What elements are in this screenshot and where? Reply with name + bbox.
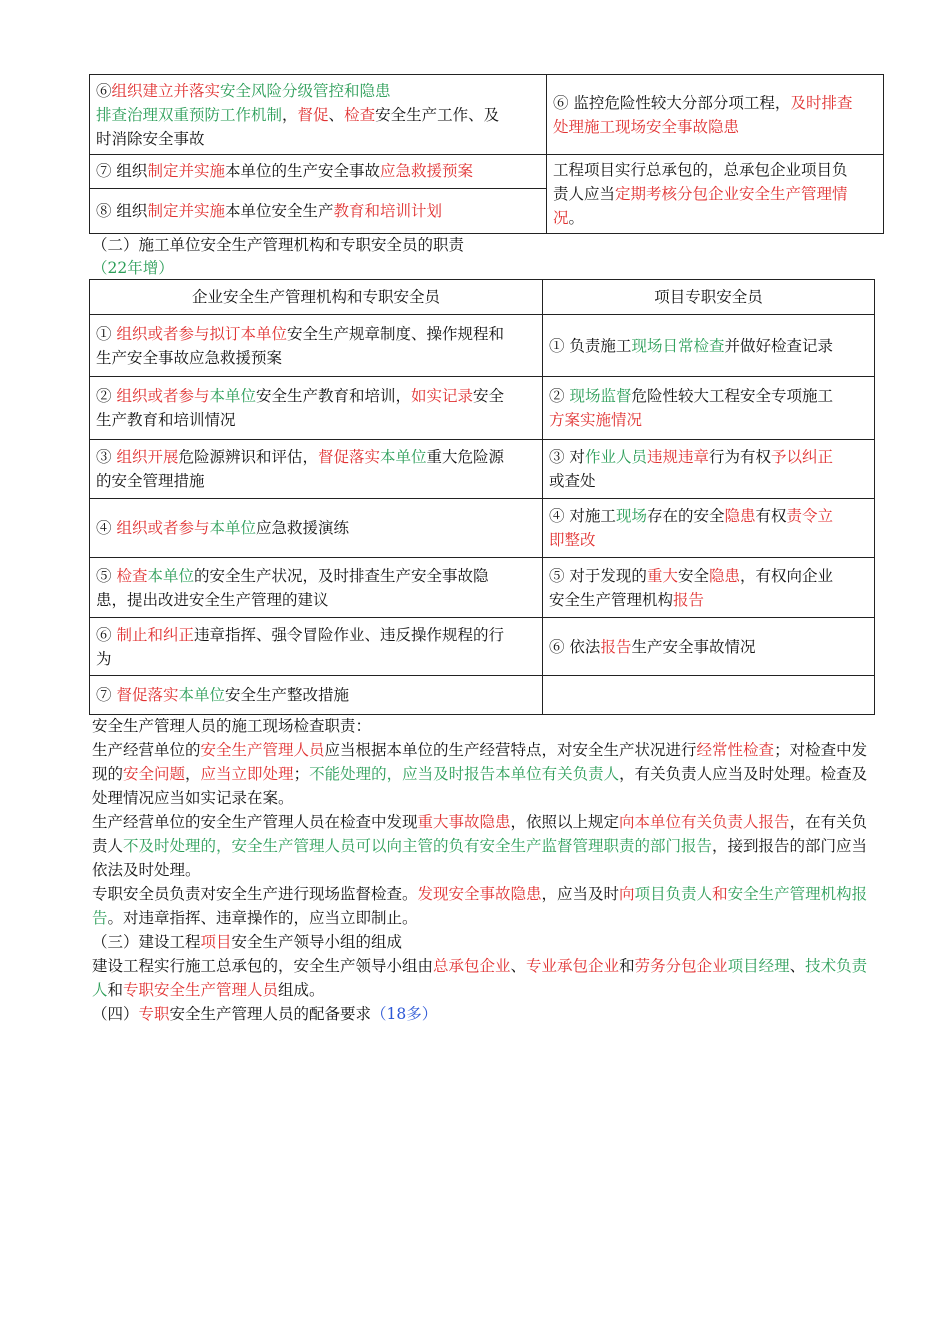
text-segment: 制定并实施 [147,201,225,220]
text-segment: 不及时处理的，安全生产管理人员可以向主管的负有安全生产监督管理职责的部门报告 [123,837,713,855]
text-segment: 组成。 [278,981,325,999]
text-segment: 重大危险源 [426,448,505,466]
text-segment: 为 [96,649,112,668]
section4-title [92,1002,882,1026]
text-segment: ⑥ 依法 [549,637,601,656]
text-segment: 重大事故隐患 [417,813,511,831]
cell-line [96,408,536,432]
text-segment: ⑥ [96,625,117,644]
text-segment: 项目 [200,933,232,951]
text-segment: 。对违章指挥、违章操作的，应当立即制止。 [107,909,418,927]
cell-line [549,408,868,432]
text-segment: 安全生产管理机构报告 [92,885,868,927]
cell-line [549,469,868,493]
text-segment: 况 [553,209,569,227]
text-segment: 安全生产整改措施 [224,686,349,704]
table2-cell [543,558,875,618]
table2-cell [90,676,543,715]
text-segment: 及时排查 [790,93,853,112]
paragraph-major-hazard [92,810,882,882]
text-segment: 隐患 [724,507,756,525]
cell-line [553,206,877,230]
cell-line [96,127,540,151]
text-segment: 本单位 [379,448,427,466]
text-segment: 应急救援演练 [255,519,349,537]
text-segment: 应急救援预案 [379,162,473,181]
text-segment: 本单位 [178,686,225,704]
text-segment: 和 [712,885,728,903]
text-segment: 专职安全生产管理人员 [123,981,279,999]
paragraph-inspection-title [92,714,882,738]
text-segment: 存在的安全 [646,507,725,525]
text-segment: 检查 [116,566,148,585]
text-segment: 安全问题 [123,765,186,783]
text-segment: 安全生产工作、及 [375,105,500,124]
text-segment: ， [282,105,298,124]
text-segment: 教育和培训计划 [333,201,442,220]
text-segment: ③ 对 [549,448,585,466]
text-segment: 方案实施情况 [549,411,643,429]
text-segment: 的安全生产状况，及时排查生产安全事故隐 [193,566,489,585]
text-segment: ① [96,324,117,343]
text-segment: ④ [96,519,117,537]
text-segment: ， [185,765,201,783]
text-segment: 督促落实 [317,448,380,466]
text-segment: ② [549,387,570,405]
text-segment: 应当根据本单位的生产经营特点，对安全生产状况进行 [324,741,697,759]
cell-line [549,384,868,408]
cell-line [96,79,540,103]
cell-line [96,103,540,127]
text-segment: ；对检查中发现的 [92,741,868,783]
text-segment: 、 [789,957,806,975]
cell-line [549,588,868,612]
text-segment: 、 [328,105,345,124]
text-segment: 向 [619,885,635,903]
table2-header-project: 项目专职安全员 [543,280,875,315]
text-segment: 违章指挥、强令冒险作业、违反操作规程的行 [193,625,504,644]
text-segment: 组织开展 [116,448,179,466]
text-segment: 安全生产管理人员 [200,741,325,759]
text-segment: ，依照以上规定 [510,813,620,831]
cell-line [549,445,868,469]
text-segment: ⑤ [96,566,117,585]
cell-line [96,445,536,469]
text-segment: 建设工程实行施工总承包的，安全生产领导小组由 [92,957,434,975]
table1-cell [90,188,547,233]
text-segment: 组织或者参与 [116,519,210,537]
body-text [92,714,882,1026]
paragraph-safety-officer [92,882,882,930]
text-segment: ⑧ 组织 [96,201,148,220]
text-segment: 经常性检查 [696,741,775,759]
text-segment: ⑥ [96,81,112,100]
text-segment: ，接到报告的部门应当依法及时处理。 [92,837,868,879]
text-segment: 有权 [755,507,787,525]
text-segment: 重大 [646,566,678,585]
text-segment: 本单位 [209,519,256,537]
text-segment: 危险源辨识和评估， [178,448,318,466]
text-segment: 并做好检查记录 [724,336,833,355]
cell-line [553,91,877,115]
text-segment: 检查 [344,105,376,124]
text-segment: ，有权向企业 [739,566,833,585]
text-segment: 制止和纠正 [116,625,194,644]
table1-cell [547,75,884,155]
cell-line [553,115,877,139]
text-segment: 处理施工现场安全事故隐患 [553,117,740,136]
text-segment: 生产安全事故应急救援预案 [96,348,283,367]
text-segment: 安全 [473,387,505,405]
table1-cell [90,75,547,155]
table2-cell [543,315,875,377]
text-segment: 如实记录 [410,387,473,405]
text-segment: 排查治理双重预防工作机制 [96,105,283,124]
table2-cell-empty [543,676,875,715]
text-segment: 项目负责人 [634,885,713,903]
text-segment: ① 负责施工 [549,336,632,355]
text-segment: ② [96,387,117,405]
table1-cell [547,155,884,234]
text-segment: 劳务分包企业 [634,957,728,975]
text-segment: 本单位 [209,387,256,405]
cell-line [96,623,536,647]
text-segment: 安全生产管理人员的配备要求 [169,1005,372,1023]
text-segment: 生产经营单位的安全生产管理人员在检查中发现 [92,813,418,831]
duties-table-1 [89,74,884,234]
text-segment: 不能处理的，应当及时报告本单位有关负责人 [309,765,620,783]
text-segment: （18多） [371,1005,438,1023]
table1-cell [90,155,547,189]
section2-note: （22年增） [92,259,174,277]
text-segment: ⑦ 组织 [96,162,148,181]
text-segment: 向本单位有关负责人报告 [619,813,790,831]
paragraph-leading-group [92,954,882,1002]
table2-cell [90,499,543,558]
text-segment: 隐患 [708,566,740,585]
text-segment: ⑤ 对于发现的 [549,566,647,585]
text-segment: 本单位的生产安全事故 [224,162,380,181]
duties-table-2 [89,279,875,715]
text-segment: 本单位 [147,566,194,585]
section2-title: （二）施工单位安全生产管理机构和专职安全员的职责 [92,236,465,254]
table2-header-enterprise: 企业安全生产管理机构和专职安全员 [90,280,543,315]
text-segment: ； [293,765,310,783]
text-segment: ，在有关负责人 [92,813,868,855]
text-segment: 专业承包企业 [526,957,620,975]
text-segment: 责人应当 [553,185,616,203]
text-segment: 安全生产管理机构 [549,590,674,609]
cell-line [553,182,877,206]
table2-cell [90,558,543,618]
text-segment: 生产教育和培训情况 [96,411,236,429]
cell-line [96,159,540,183]
cell-line [96,564,536,588]
text-segment: 行为有权 [708,448,771,466]
cell-line [96,469,536,493]
table2-cell [90,618,543,676]
text-segment: （三）建设工程 [92,933,201,951]
cell-line [549,504,868,528]
text-segment: 专职安全员负责对安全生产进行现场监督检查。 [92,885,418,903]
text-segment: 现场监督 [569,387,632,405]
text-segment: 组织或者参与拟订本单位 [116,324,287,343]
text-segment: 患，提出改进安全生产管理的建议 [96,590,329,609]
text-segment: 安全 [677,566,709,585]
text-segment: 组织或者参与 [116,387,210,405]
text-segment: 时消除安全事故 [96,129,205,148]
text-segment: 督促落实 [116,686,179,704]
text-segment: ⑦ [96,686,117,704]
text-segment: 现场日常检查 [631,336,725,355]
cell-line [96,588,536,612]
table2-cell [90,377,543,440]
text-segment: 报告 [673,590,705,609]
table2-cell [543,499,875,558]
text-segment: （四） [92,1005,139,1023]
table2-cell [543,440,875,499]
table2-cell [90,440,543,499]
text-segment: 责令立 [786,507,834,525]
text-segment: 生产经营单位的 [92,741,201,759]
text-segment: 应当立即处理 [200,765,294,783]
text-segment: 督促 [297,105,329,124]
paragraph-inspection-duty [92,738,882,810]
text-segment: 总承包企业 [433,957,511,975]
text-segment: 和 [619,957,635,975]
text-segment: 违规违章 [646,448,709,466]
text-segment: 安全生产规章制度、操作规程和 [286,324,504,343]
cell-line [96,384,536,408]
text-segment: ④ 对施工 [549,507,616,525]
cell-line [96,647,536,671]
text-segment: 、 [510,957,527,975]
text-segment: 和 [107,981,124,999]
text-segment: ，应当及时 [541,885,620,903]
table2-cell [90,315,543,377]
table2-cell [543,377,875,440]
cell-line [549,564,868,588]
text-segment: 安全风险分级管控和隐患 [220,81,391,100]
cell-line [549,635,868,659]
text-segment: 定期考核分包企业安全生产管理情 [615,185,848,203]
cell-line [553,158,877,182]
text-segment: 本单位安全生产 [224,201,334,220]
text-segment: 项目经理 [727,957,790,975]
text-segment: 安全生产教育和培训， [255,387,411,405]
text-segment: 的安全管理措施 [96,472,205,490]
text-segment: ⑥ 监控危险性较大分部分项工程， [553,93,791,112]
cell-line [96,683,536,707]
cell-line [549,334,868,358]
text-segment: 作业人员 [584,448,647,466]
text-segment: 组织建立并落实 [111,81,221,100]
section2-heading-block [92,233,882,279]
table2-cell [543,618,875,676]
cell-line [96,199,540,223]
text-segment: 报告 [600,637,632,656]
text-segment: 或查处 [549,472,596,490]
cell-line [96,322,536,346]
text-segment: 即整改 [549,531,596,549]
text-segment: 工程项目实行总承包的，总承包企业项目负 [553,161,848,179]
text-segment: ，有关负责人应当及时处理。检查及处理情况应当如实记录在案。 [92,765,868,807]
cell-line [96,516,536,540]
text-segment: 专职 [138,1005,170,1023]
text-segment: 安全生产管理人员的施工现场检查职责： [92,717,372,735]
text-segment: 发现安全事故隐患 [417,885,542,903]
text-segment: 。 [568,209,585,227]
cell-line [549,528,868,552]
text-segment: 制定并实施 [147,162,225,181]
cell-line [96,346,536,370]
text-segment: 技术负责人 [92,957,868,999]
text-segment: ③ [96,448,117,466]
text-segment: 安全生产领导小组的组成 [231,933,403,951]
section3-title [92,930,882,954]
text-segment: 予以纠正 [770,448,833,466]
text-segment: 危险性较大工程安全专项施工 [631,387,833,405]
text-segment: 现场 [615,507,647,525]
text-segment: 生产安全事故情况 [631,637,756,656]
